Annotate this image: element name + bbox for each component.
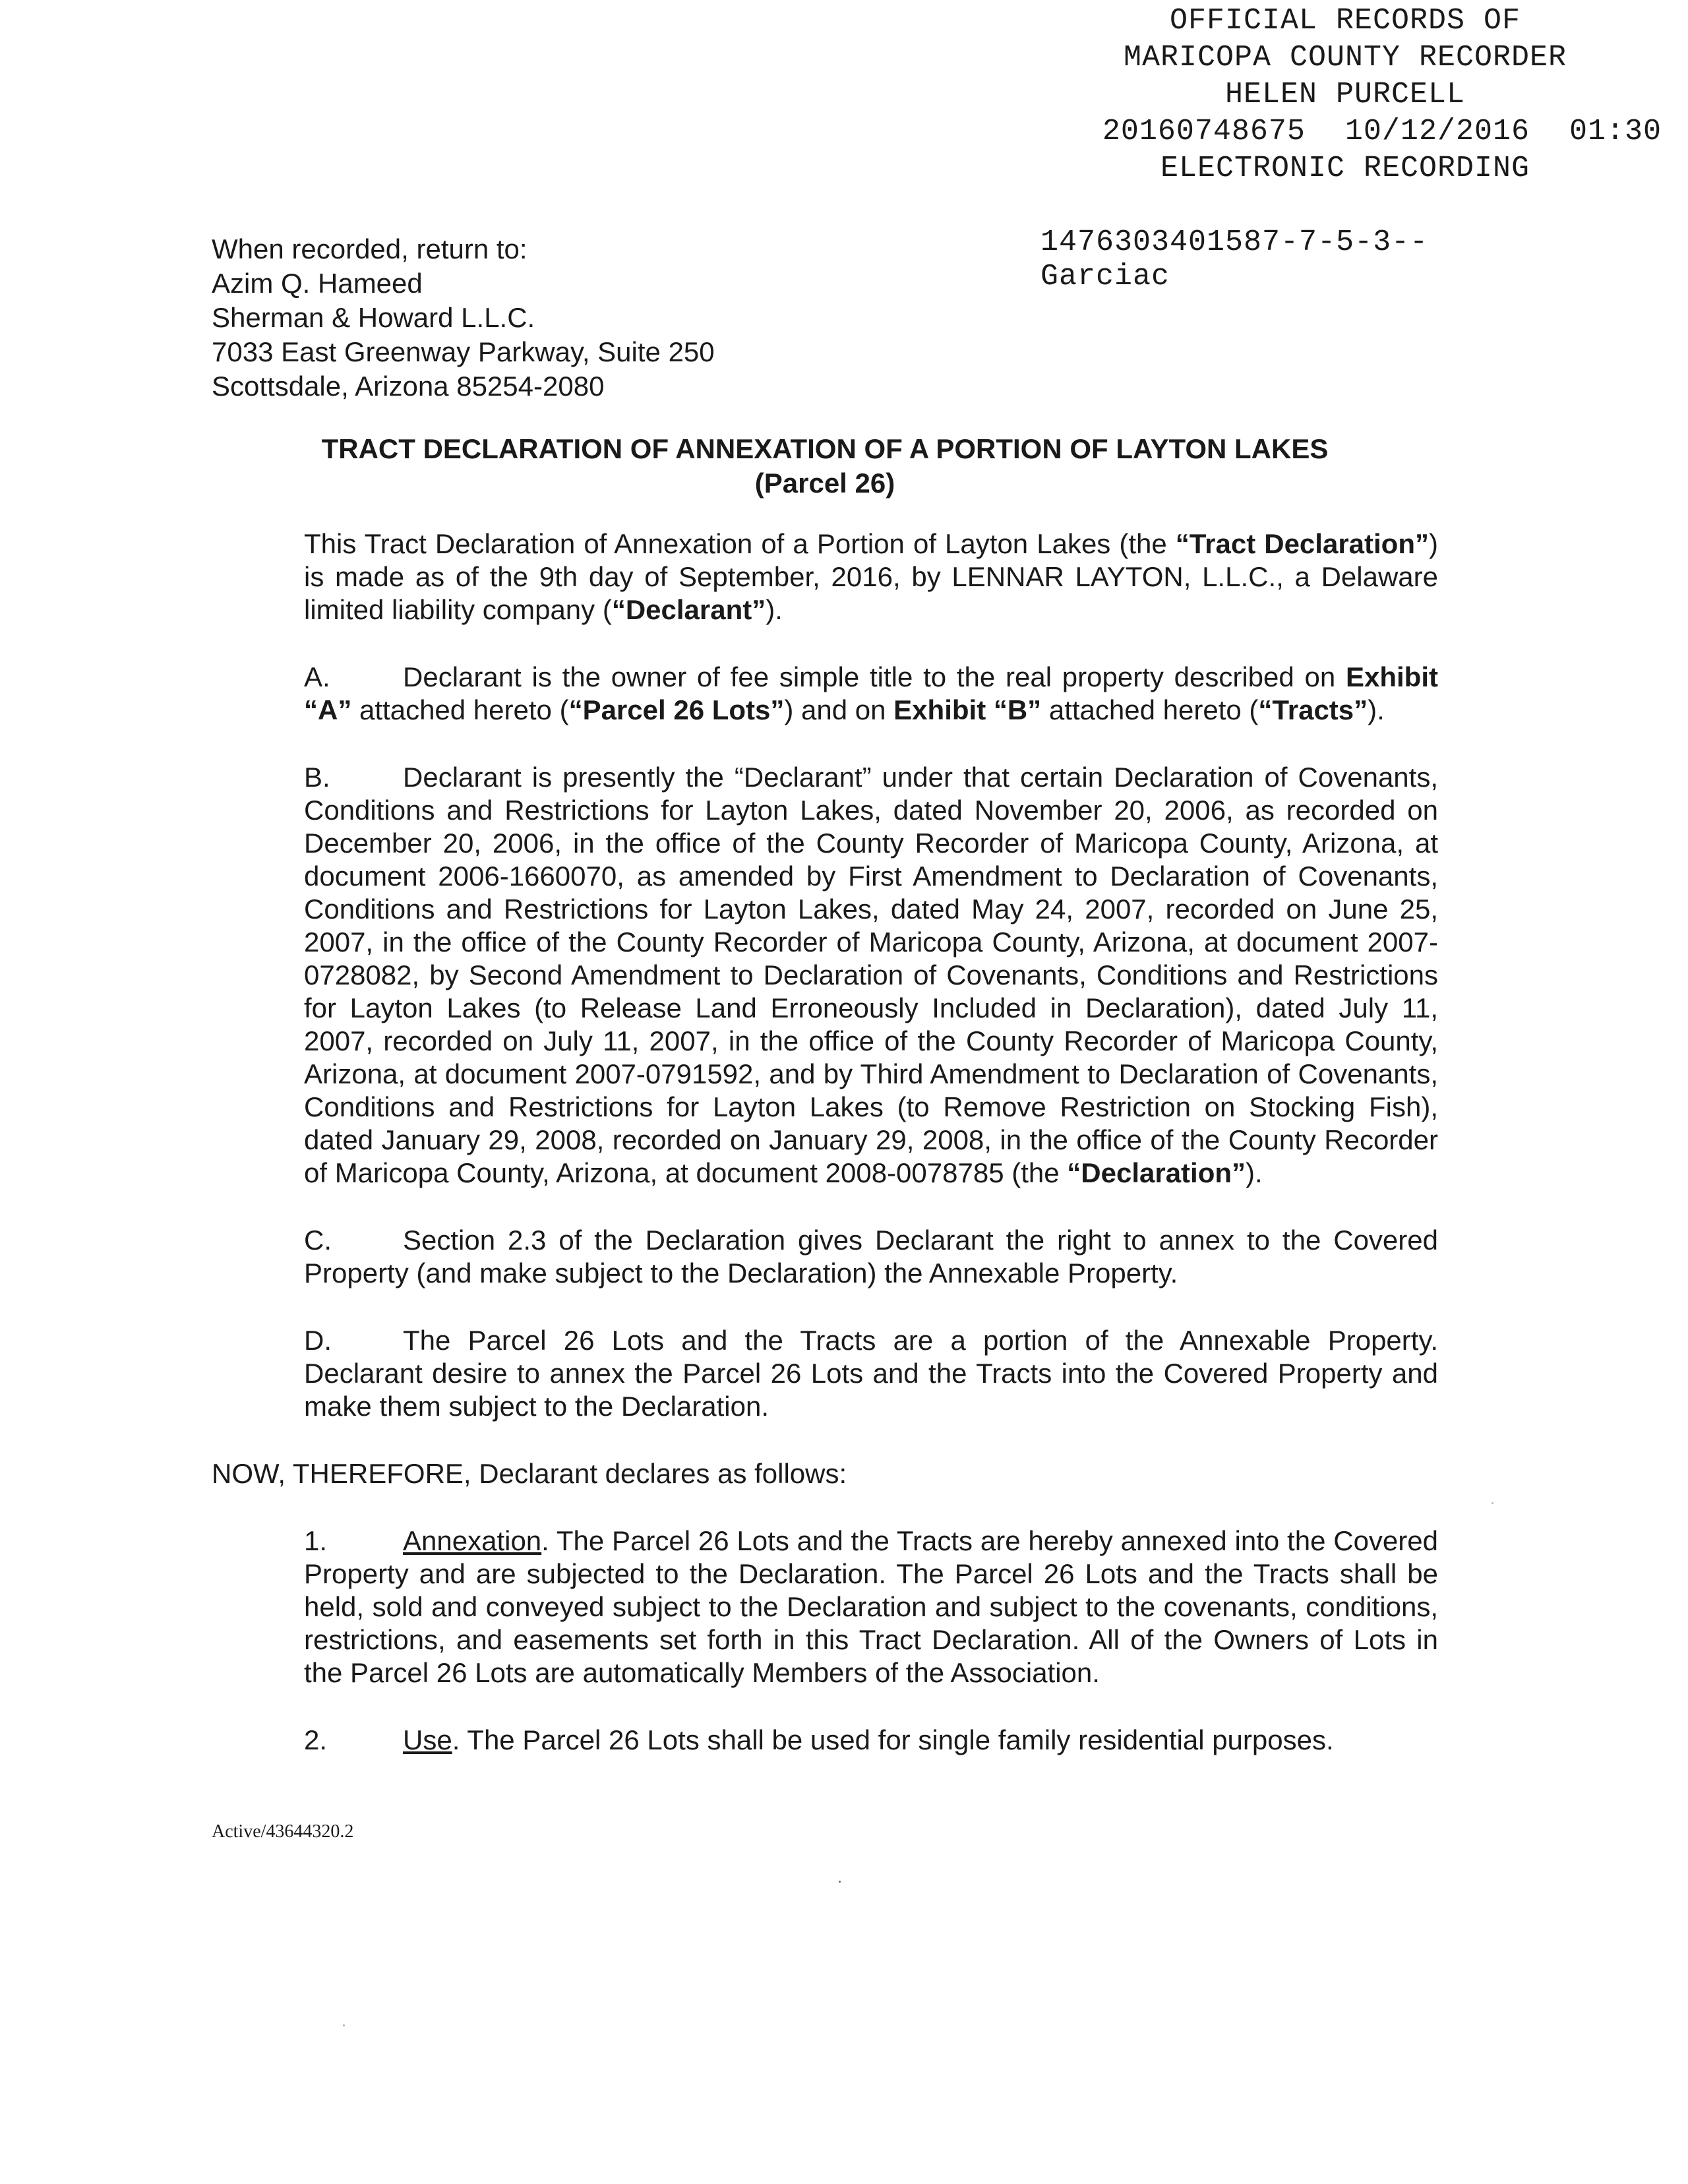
defined-term-declarant: “Declarant” xyxy=(611,594,766,625)
recital-c xyxy=(212,1224,1438,1290)
reference-block xyxy=(1040,226,1428,294)
defined-term-parcel-26-lots: “Parcel 26 Lots” xyxy=(568,694,785,725)
title-line-2: (Parcel 26) xyxy=(754,468,895,499)
section-1 xyxy=(212,1525,1438,1689)
stamp-date: 10/12/2016 xyxy=(1344,115,1530,148)
stamp-time: 01:30 xyxy=(1569,115,1662,148)
reference-clerk: Garciac xyxy=(1040,260,1170,293)
recital-a-text-4: attached hereto ( xyxy=(1041,694,1259,725)
defined-term-declaration: “Declaration” xyxy=(1067,1157,1246,1188)
exhibit-b-ref: Exhibit “B” xyxy=(893,694,1042,725)
recital-a-text-2: attached hereto ( xyxy=(351,694,569,725)
recital-b-text-1: Declarant is presently the “Declarant” under that certain Declaration of Covenants, Conditions and Restrictions for Layton Lakes, dated November 20, 2006, as recorded on December 20, 2006, in the office of the County Recorder of Maricopa County, Arizona, at document 2006-1660070, as amended by First Amendment to Declaration of Covenants, Conditions and Restrictions for Layton Lakes, dated May 24, 2007, recorded on June 25, 2007, in the office of the County Recorder of Maricopa County, Arizona, at document 2007-0728082, by Second Amendment to Declaration of Covenants, Conditions and Restrictions for Layton Lakes (to Release Land Erroneously Included in Declaration), dated July 11, 2007, recorded on July 11, 2007, in the office of the County Recorder of Maricopa County, Arizona, at document 2007-0791592, and by Third Amendment to Declaration of Covenants, Conditions and Restrictions for Layton Lakes (to Remove Restriction on Stocking Fish), dated January 29, 2008, recorded on January 29, 2008, in the office of the County Recorder of Maricopa County, Arizona, at document 2008-0078785 (the xyxy=(304,762,1438,1188)
stamp-line-2: MARICOPA COUNTY RECORDER xyxy=(1123,41,1567,75)
defined-term-tract-declaration: “Tract Declaration” xyxy=(1175,528,1429,559)
scan-speck xyxy=(343,2024,345,2026)
scan-speck xyxy=(839,1881,841,1883)
exhibit-a-ref: Exhibit “A” xyxy=(304,661,1438,725)
intro-text-2: ) is made as of the 9th day of September, 2016, by LENNAR LAYTON, L.L.C., a Delaware limited liability company ( xyxy=(304,528,1438,625)
stamp-line-1: OFFICIAL RECORDS OF xyxy=(1169,4,1521,38)
intro-paragraph xyxy=(212,528,1438,626)
recital-a-text-3: ) and on xyxy=(784,694,894,725)
recital-b-text-2: ). xyxy=(1246,1157,1263,1188)
title-line-1: TRACT DECLARATION OF ANNEXATION OF A PORTION OF LAYTON LAKES xyxy=(321,433,1329,464)
recital-b-label: B. xyxy=(304,762,330,793)
document-body xyxy=(212,528,1438,1791)
recital-c-label: C. xyxy=(304,1225,332,1256)
stamp-line-3: HELEN PURCELL xyxy=(1224,78,1466,111)
stamp-line-4 xyxy=(1029,113,1662,150)
section-1-number: 1. xyxy=(304,1525,328,1556)
recording-stamp xyxy=(1029,3,1662,187)
return-address-block xyxy=(212,232,715,404)
now-therefore-clause: NOW, THEREFORE, Declarant declares as follows: xyxy=(212,1458,847,1489)
return-address-2: Scottsdale, Arizona 85254-2080 xyxy=(212,371,605,402)
recital-a-text-5: ). xyxy=(1368,694,1385,725)
reference-code: 1476303401587-7-5-3-- xyxy=(1040,226,1429,259)
scan-speck xyxy=(1492,1502,1493,1504)
recital-d xyxy=(212,1324,1438,1423)
recital-d-label: D. xyxy=(304,1325,332,1356)
stamp-line-5: ELECTRONIC RECORDING xyxy=(1160,152,1530,185)
section-2-text: . The Parcel 26 Lots shall be used for single family residential purposes. xyxy=(452,1724,1334,1755)
return-name: Azim Q. Hameed xyxy=(212,268,423,299)
defined-term-tracts: “Tracts” xyxy=(1258,694,1368,725)
recital-a xyxy=(212,661,1438,727)
document-title xyxy=(212,432,1438,501)
intro-text-1: This Tract Declaration of Annexation of a Portion of Layton Lakes (the xyxy=(304,528,1176,559)
return-address-1: 7033 East Greenway Parkway, Suite 250 xyxy=(212,336,715,367)
stamp-doc-number: 20160748675 xyxy=(1102,115,1306,148)
recital-d-text: The Parcel 26 Lots and the Tracts are a portion of the Annexable Property. Declarant desire to annex the Parcel 26 Lots and the Tracts into the Covered Property and make them subject to the Declaration. xyxy=(304,1325,1438,1422)
return-firm: Sherman & Howard L.L.C. xyxy=(212,302,535,333)
recital-b xyxy=(212,761,1438,1190)
intro-text-3: ). xyxy=(766,594,783,625)
document-footer-id: Active/43644320.2 xyxy=(212,1821,354,1842)
recital-a-text-1: Declarant is the owner of fee simple title to the real property described on xyxy=(403,661,1346,692)
section-1-heading: Annexation xyxy=(403,1525,542,1556)
return-label: When recorded, return to: xyxy=(212,233,528,264)
section-1-text: . The Parcel 26 Lots and the Tracts are hereby annexed into the Covered Property and are subjected to the Declaration. The Parcel 26 Lots and the Tracts shall be held, sold and conveyed subject to the Declaration and subject to the covenants, conditions, restrictions, and easements set forth in this Tract Declaration. All of the Owners of Lots in the Parcel 26 Lots are automatically Members of the Association. xyxy=(304,1525,1438,1688)
section-2 xyxy=(212,1724,1438,1757)
section-2-number: 2. xyxy=(304,1724,328,1755)
section-2-heading: Use xyxy=(403,1724,452,1755)
recital-a-label: A. xyxy=(304,661,330,692)
recital-c-text: Section 2.3 of the Declaration gives Declarant the right to annex to the Covered Property (and make subject to the Declaration) the Annexable Property. xyxy=(304,1225,1438,1289)
